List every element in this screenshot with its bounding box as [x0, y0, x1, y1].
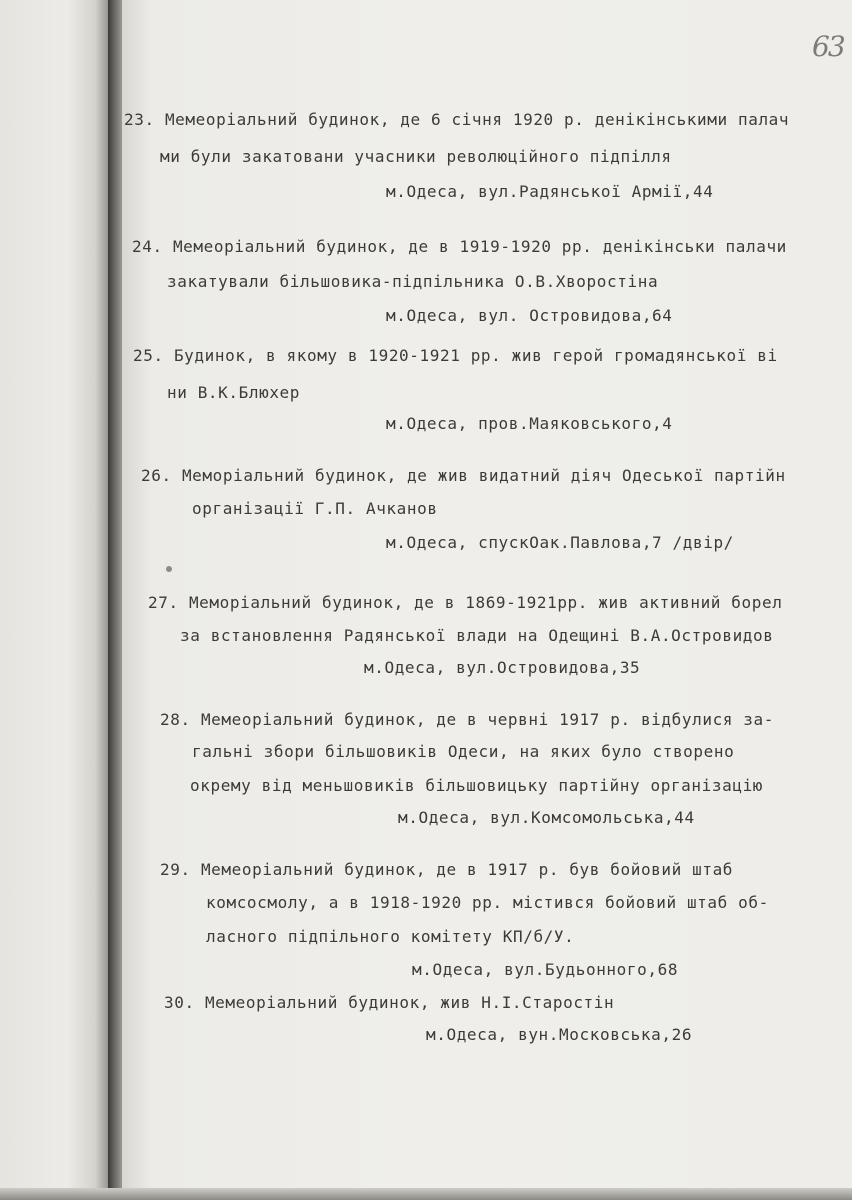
- entry-number: 28.: [160, 710, 191, 729]
- entry-address: м.Одеса, спускОак.Павлова,7 /двір/: [386, 533, 734, 552]
- entry-line: [132, 237, 787, 256]
- entry-number: 26.: [141, 466, 172, 485]
- entry-text: Мемеоріальний будинок, жив Н.І.Старостін: [204, 993, 615, 1012]
- entry-line: за встановлення Радянської влади на Одещині В.А.Островидов: [180, 626, 774, 645]
- entry-line: окрему від меньшовиків більшовицьку партійну організацію: [190, 776, 764, 795]
- entry-line: [133, 346, 778, 365]
- left-page-edge: [0, 0, 112, 1200]
- entry-line: [160, 860, 733, 879]
- entry-line: гальні збори більшовиків Одеси, на яких було створено: [192, 742, 735, 761]
- entry-text: Мемеоріальний будинок, де в червні 1917 р. відбулися за-: [200, 710, 774, 729]
- entry-number: 25.: [133, 346, 164, 365]
- entry-line: комсосмолу, а в 1918-1920 рр. містився бойовий штаб об-: [206, 893, 769, 912]
- handwritten-page-number: 63: [812, 30, 844, 63]
- entry-text: Мемеоріальний будинок, де 6 січня 1920 р. денікінськими палач: [164, 110, 790, 129]
- entry-text: Меморіальний будинок, де жив видатний діяч Одеської партійн: [181, 466, 786, 485]
- entry-address: м.Одеса, вул.Комсомольська,44: [398, 808, 695, 827]
- entry-address: м.Одеса, вун.Московська,26: [426, 1025, 693, 1044]
- entry-address: м.Одеса, вул.Островидова,35: [364, 658, 641, 677]
- entry-number: 29.: [160, 860, 191, 879]
- entry-line: ни В.К.Блюхер: [167, 383, 301, 402]
- entry-number: 30.: [164, 993, 195, 1012]
- entry-line: [148, 593, 782, 612]
- entry-text: Мемеоріальний будинок, де в 1917 р. був бойовий штаб: [200, 860, 734, 879]
- entry-number: 24.: [132, 237, 163, 256]
- ink-smudge: [166, 566, 172, 572]
- entry-text: Будинок, в якому в 1920-1921 рр. жив герой громадянської ві: [173, 346, 778, 365]
- entry-address: м.Одеса, вул. Островидова,64: [386, 306, 673, 325]
- entry-address: м.Одеса, вул.Будьонного,68: [412, 960, 679, 979]
- entry-address: м.Одеса, пров.Маяковського,4: [386, 414, 673, 433]
- entry-line: ласного підпільного комітету КП/б/У.: [206, 927, 575, 946]
- entry-text: Мемеоріальний будинок, де в 1919-1920 рр. денікінськи палачи: [172, 237, 787, 256]
- entry-line: ми були закатовани учасники революційного підпілля: [160, 147, 672, 166]
- bottom-page-edge: [0, 1188, 852, 1200]
- entry-line: [160, 710, 774, 729]
- entry-number: 23.: [124, 110, 155, 129]
- entry-number: 27.: [148, 593, 179, 612]
- entry-line: [164, 993, 614, 1012]
- entry-line: [124, 110, 789, 129]
- entry-text: Меморіальний будинок, де в 1869-1921рр. жив активний борел: [188, 593, 783, 612]
- entry-line: організації Г.П. Ачканов: [192, 499, 438, 518]
- entry-line: [141, 466, 786, 485]
- entry-line: закатували більшовика-підпільника О.В.Хворостіна: [167, 272, 659, 291]
- entry-address: м.Одеса, вул.Радянської Армії,44: [386, 182, 714, 201]
